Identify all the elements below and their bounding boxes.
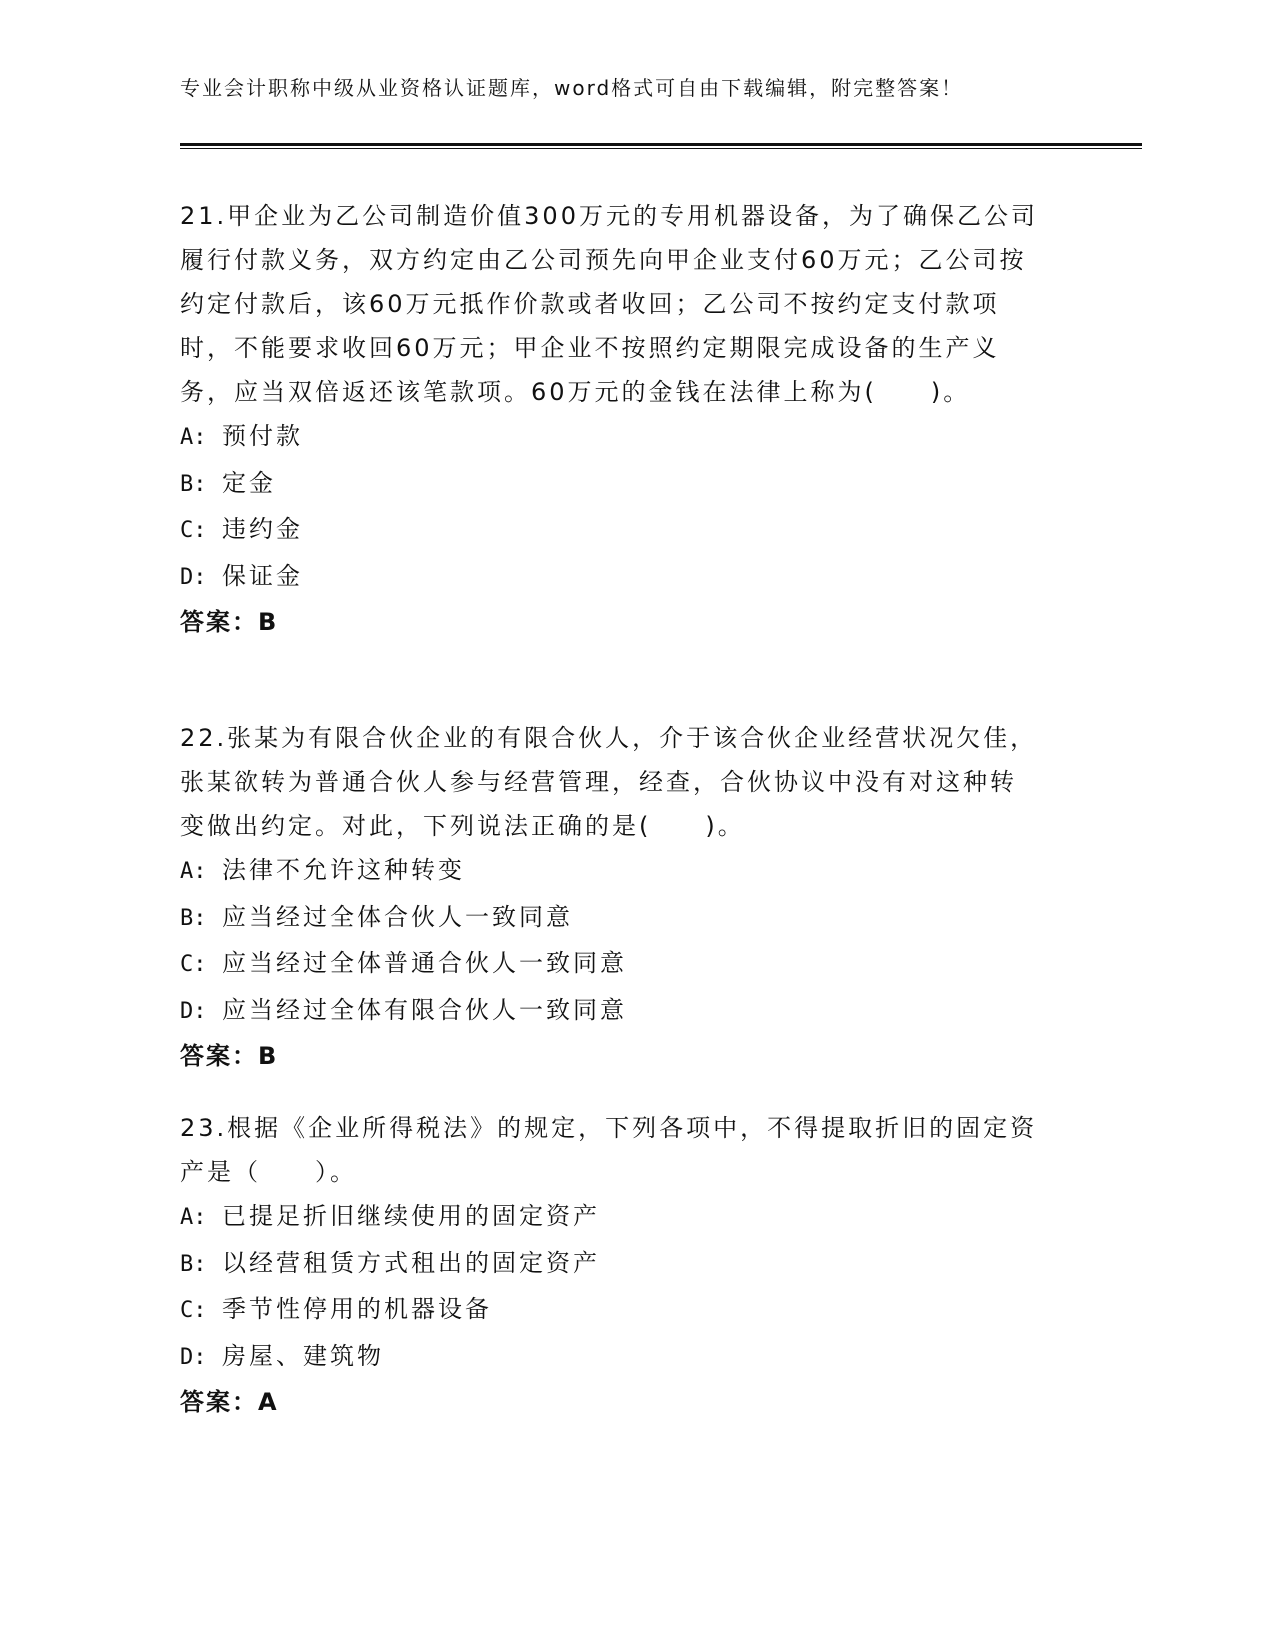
answer-line: 答案：B — [180, 1042, 279, 1070]
option-text: 已提足折旧继续使用的固定资产 — [222, 1202, 600, 1230]
option-key: A: — [180, 859, 207, 884]
option-list — [180, 414, 1040, 600]
option-text: 以经营租赁方式租出的固定资产 — [222, 1248, 600, 1277]
option-key: B: — [180, 905, 207, 931]
question-22 — [180, 716, 1040, 1078]
question-21 — [180, 194, 1040, 644]
answer-line: 答案：B — [180, 608, 279, 636]
question-stem: 22.张某为有限合伙企业的有限合伙人，介于该合伙企业经营状况欠佳，张某欲转为普通合伙人参与经营管理，经查，合伙协议中没有对这种转变做出约定。对此，下列说法正确的是( )。 — [180, 724, 1038, 840]
question-stem: 21.甲企业为乙公司制造价值300万元的专用机器设备，为了确保乙公司履行付款义务，双方约定由乙公司预先向甲企业支付60万元；乙公司按约定付款后，该60万元抵作价款或者收回；乙公司不按约定支付款项时，不能要求收回60万元；甲企业不按照约定期限完成设备的生产义务，应当双倍返还该笔款项。60万元的金钱在法律上称为( )。 — [180, 202, 1038, 406]
option-c — [180, 941, 1040, 988]
option-key: C: — [180, 1298, 207, 1323]
option-text: 季节性停用的机器设备 — [222, 1295, 492, 1323]
option-text: 违约金 — [222, 515, 303, 543]
option-c — [180, 507, 1040, 554]
option-text: 房屋、建筑物 — [222, 1341, 384, 1370]
question-23 — [180, 1106, 1040, 1424]
option-text: 应当经过全体合伙人一致同意 — [222, 902, 573, 931]
option-d — [180, 554, 1040, 601]
option-d — [180, 1334, 1040, 1381]
page-header: 专业会计职称中级从业资格认证题库，word格式可自由下载编辑，附完整答案！ — [180, 76, 964, 100]
option-key: A: — [180, 1205, 207, 1230]
option-text: 保证金 — [222, 561, 303, 590]
option-text: 法律不允许这种转变 — [222, 856, 465, 884]
option-b — [180, 461, 1040, 508]
option-list — [180, 848, 1040, 1034]
header-divider-thin — [180, 148, 1142, 149]
option-a — [180, 414, 1040, 461]
option-key: D: — [180, 564, 207, 590]
header-divider — [180, 143, 1142, 146]
option-c — [180, 1287, 1040, 1334]
option-list — [180, 1194, 1040, 1380]
option-text: 定金 — [222, 468, 276, 497]
option-text: 应当经过全体有限合伙人一致同意 — [222, 995, 627, 1024]
option-key: D: — [180, 1344, 207, 1370]
option-text: 预付款 — [222, 422, 303, 450]
question-stem: 23.根据《企业所得税法》的规定，下列各项中，不得提取折旧的固定资产是（ ）。 — [180, 1114, 1038, 1186]
option-text: 应当经过全体普通合伙人一致同意 — [222, 949, 627, 977]
option-a — [180, 848, 1040, 895]
option-key: B: — [180, 1251, 207, 1277]
option-key: D: — [180, 998, 207, 1024]
option-b — [180, 1241, 1040, 1288]
option-key: C: — [180, 952, 207, 977]
option-key: A: — [180, 425, 207, 450]
answer-line: 答案：A — [180, 1388, 279, 1416]
option-d — [180, 988, 1040, 1035]
option-key: B: — [180, 471, 207, 497]
option-b — [180, 895, 1040, 942]
option-a — [180, 1194, 1040, 1241]
option-key: C: — [180, 518, 207, 543]
